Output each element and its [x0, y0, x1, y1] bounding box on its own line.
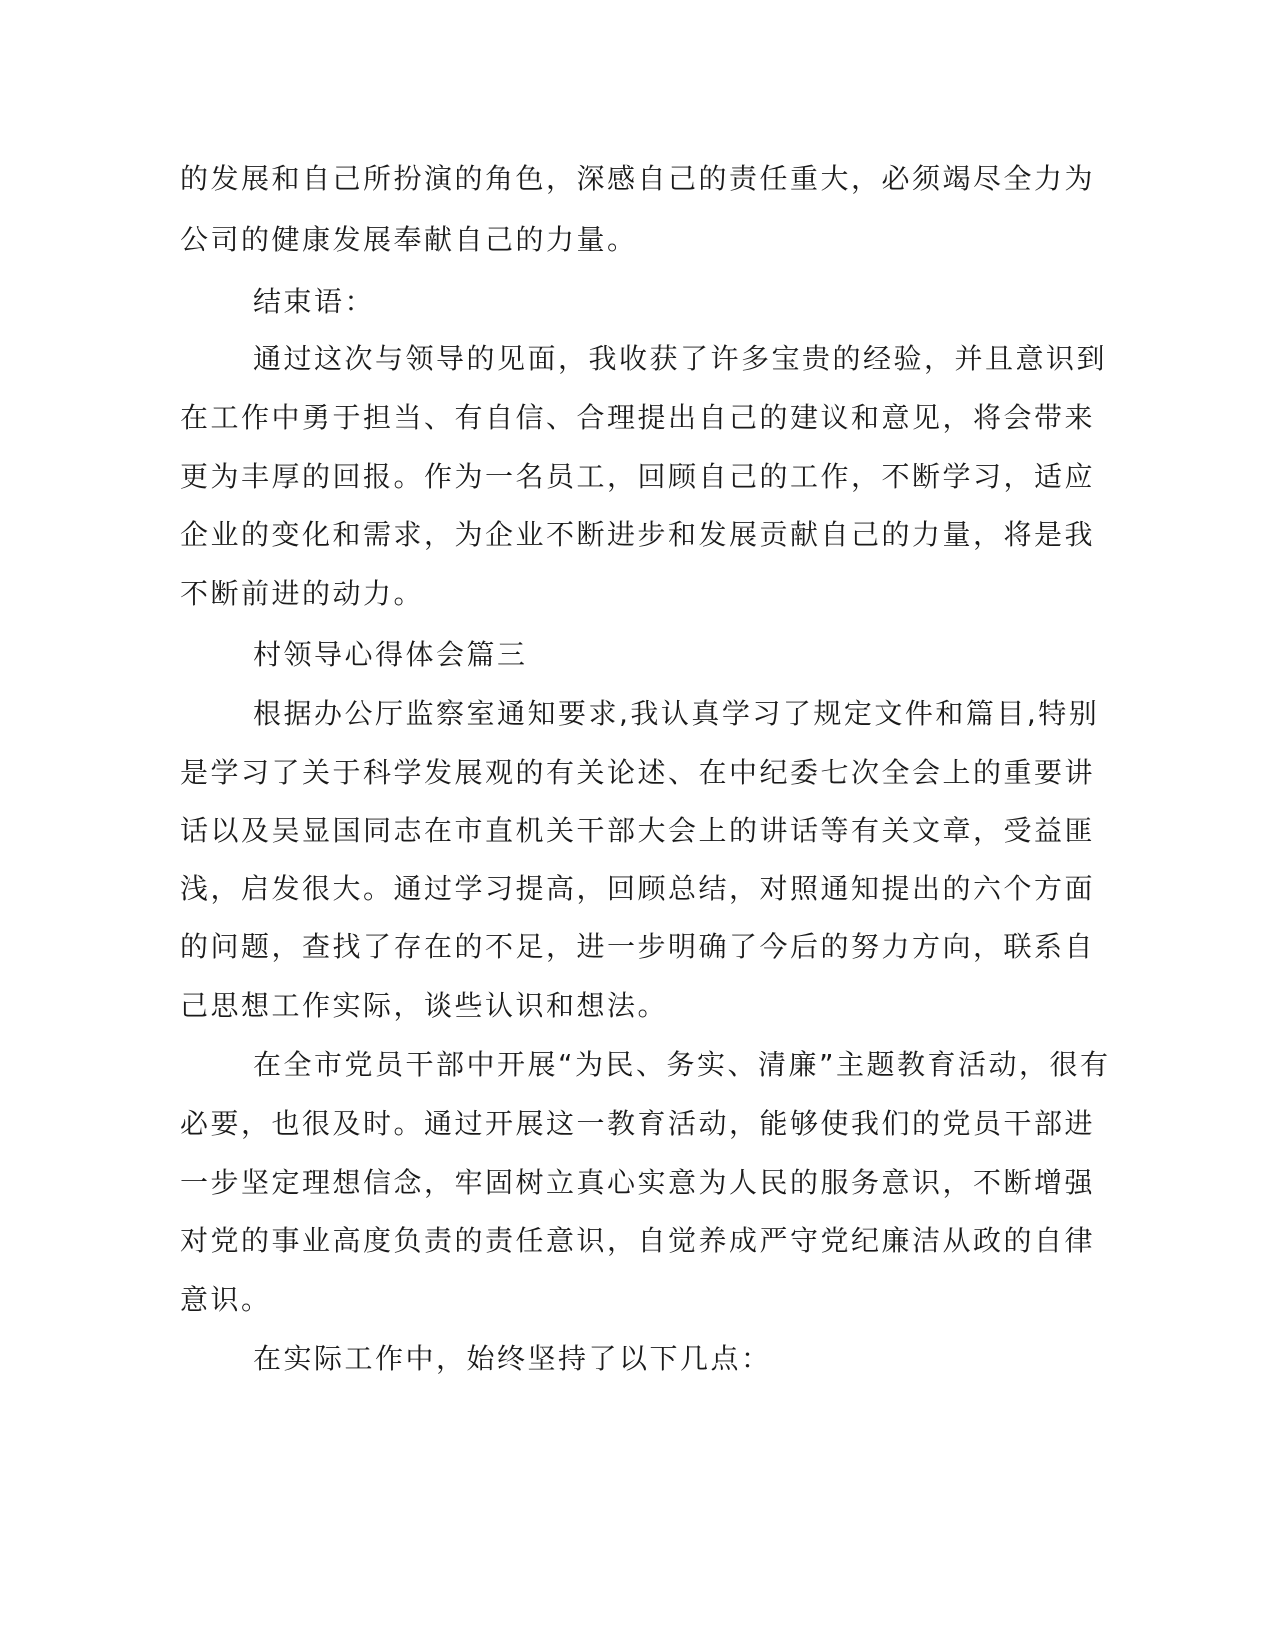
section-heading: 结束语： [253, 285, 376, 318]
text-line: 的发展和自己所扮演的角色，深感自己的责任重大，必须竭尽全力为 [180, 162, 1096, 195]
text-line: 企业的变化和需求，为企业不断进步和发展贡献自己的力量，将是我 [180, 518, 1096, 551]
text-line: 在工作中勇于担当、有自信、合理提出自己的建议和意见，将会带来 [180, 401, 1096, 434]
text-line: 根据办公厅监察室通知要求,我认真学习了规定文件和篇目,特别 [253, 697, 1100, 730]
text-line: 一步坚定理想信念，牢固树立真心实意为人民的服务意识，不断增强 [180, 1166, 1096, 1199]
text-line: 更为丰厚的回报。作为一名员工，回顾自己的工作，不断学习，适应 [180, 460, 1096, 493]
text-line: 浅，启发很大。通过学习提高，回顾总结，对照通知提出的六个方面 [180, 872, 1096, 905]
text-line: 意识。 [180, 1283, 272, 1316]
text-line: 的问题，查找了存在的不足，进一步明确了今后的努力方向，联系自 [180, 930, 1096, 963]
text-line: 在全市党员干部中开展“为民、务实、清廉”主题教育活动，很有 [253, 1048, 1111, 1081]
text-line: 话以及吴显国同志在市直机关干部大会上的讲话等有关文章，受益匪 [180, 814, 1096, 847]
text-line: 对党的事业高度负责的责任意识，自觉养成严守党纪廉洁从政的自律 [180, 1224, 1096, 1257]
text-line: 通过这次与领导的见面，我收获了许多宝贵的经验，并且意识到 [253, 342, 1108, 375]
section-heading: 村领导心得体会篇三 [253, 638, 528, 671]
text-line: 公司的健康发展奉献自己的力量。 [180, 223, 638, 256]
text-line: 己思想工作实际，谈些认识和想法。 [180, 989, 669, 1022]
text-line: 必要，也很及时。通过开展这一教育活动，能够使我们的党员干部进 [180, 1107, 1096, 1140]
text-line: 是学习了关于科学发展观的有关论述、在中纪委七次全会上的重要讲 [180, 756, 1096, 789]
text-line: 在实际工作中，始终坚持了以下几点： [253, 1342, 772, 1375]
text-line: 不断前进的动力。 [180, 577, 425, 610]
